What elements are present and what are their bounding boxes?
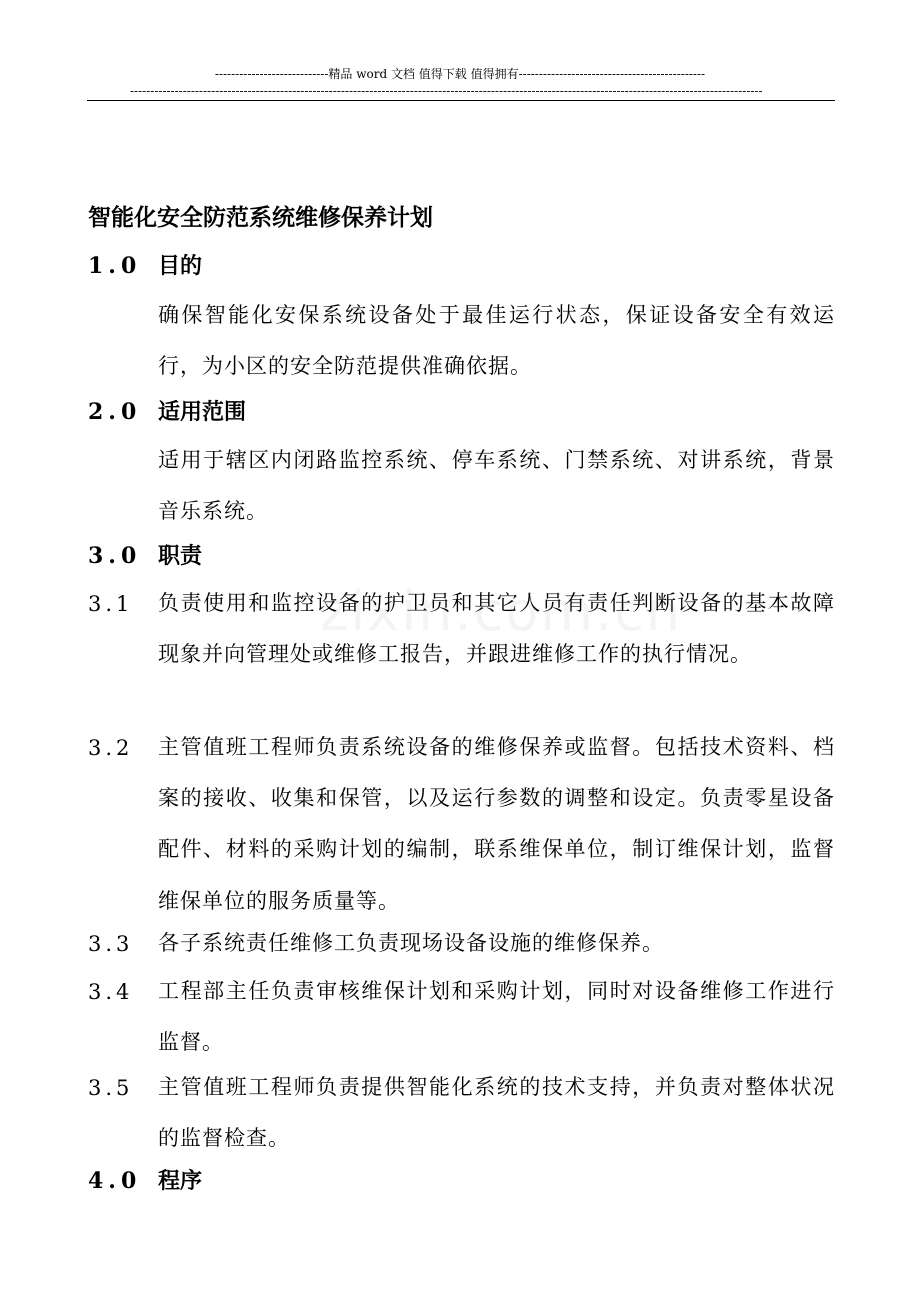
section-title: 职责 — [158, 543, 203, 569]
section-number: 4.0 — [88, 1168, 142, 1194]
page-header-dashes: ------------------------------------------------------------------------------------------------------------------------------------------------------------ — [130, 84, 763, 98]
page-header-banner: ----------------------------精品 word 文档 值得下载 值得拥有---------------------------------------------- — [214, 67, 706, 81]
item-number: 3.3 — [88, 932, 134, 956]
section-number: 1.0 — [88, 253, 142, 279]
item-number: 3.5 — [88, 1076, 134, 1100]
item-body-3-1: 负责使用和监控设备的护卫员和其它人员有责任判断设备的基本故障现象并向管理处或维修工报告，并跟进维修工作的执行情况。 — [158, 591, 835, 667]
section-title: 目的 — [158, 253, 203, 279]
header-divider — [87, 100, 835, 101]
section-title: 适用范围 — [158, 399, 247, 425]
document-title: 智能化安全防范系统维修保养计划 — [88, 204, 433, 231]
section-number: 2.0 — [88, 399, 142, 425]
item-body-3-3: 各子系统责任维修工负责现场设备设施的维修保养。 — [158, 931, 664, 955]
item-body-3-5: 主管值班工程师负责提供智能化系统的技术支持，并负责对整体状况的监督检查。 — [158, 1075, 835, 1151]
section-title: 程序 — [158, 1168, 203, 1194]
item-body-3-2: 主管值班工程师负责系统设备的维修保养或监督。包括技术资料、档案的接收、收集和保管，以及运行参数的调整和设定。负责零星设备配件、材料的采购计划的编制，联系维保单位，制订维保计划，监督维保单位的服务质量等。 — [158, 735, 835, 913]
section-body-purpose: 确保智能化安保系统设备处于最佳运行状态，保证设备安全有效运行，为小区的安全防范提供准确依据。 — [158, 303, 835, 379]
section-number: 3.0 — [88, 543, 142, 569]
item-body-3-4: 工程部主任负责审核维保计划和采购计划，同时对设备维修工作进行监督。 — [158, 979, 835, 1055]
item-number: 3.4 — [88, 980, 134, 1004]
section-body-scope: 适用于辖区内闭路监控系统、停车系统、门禁系统、对讲系统，背景音乐系统。 — [158, 448, 835, 524]
item-number: 3.1 — [88, 592, 134, 616]
item-number: 3.2 — [88, 736, 134, 760]
